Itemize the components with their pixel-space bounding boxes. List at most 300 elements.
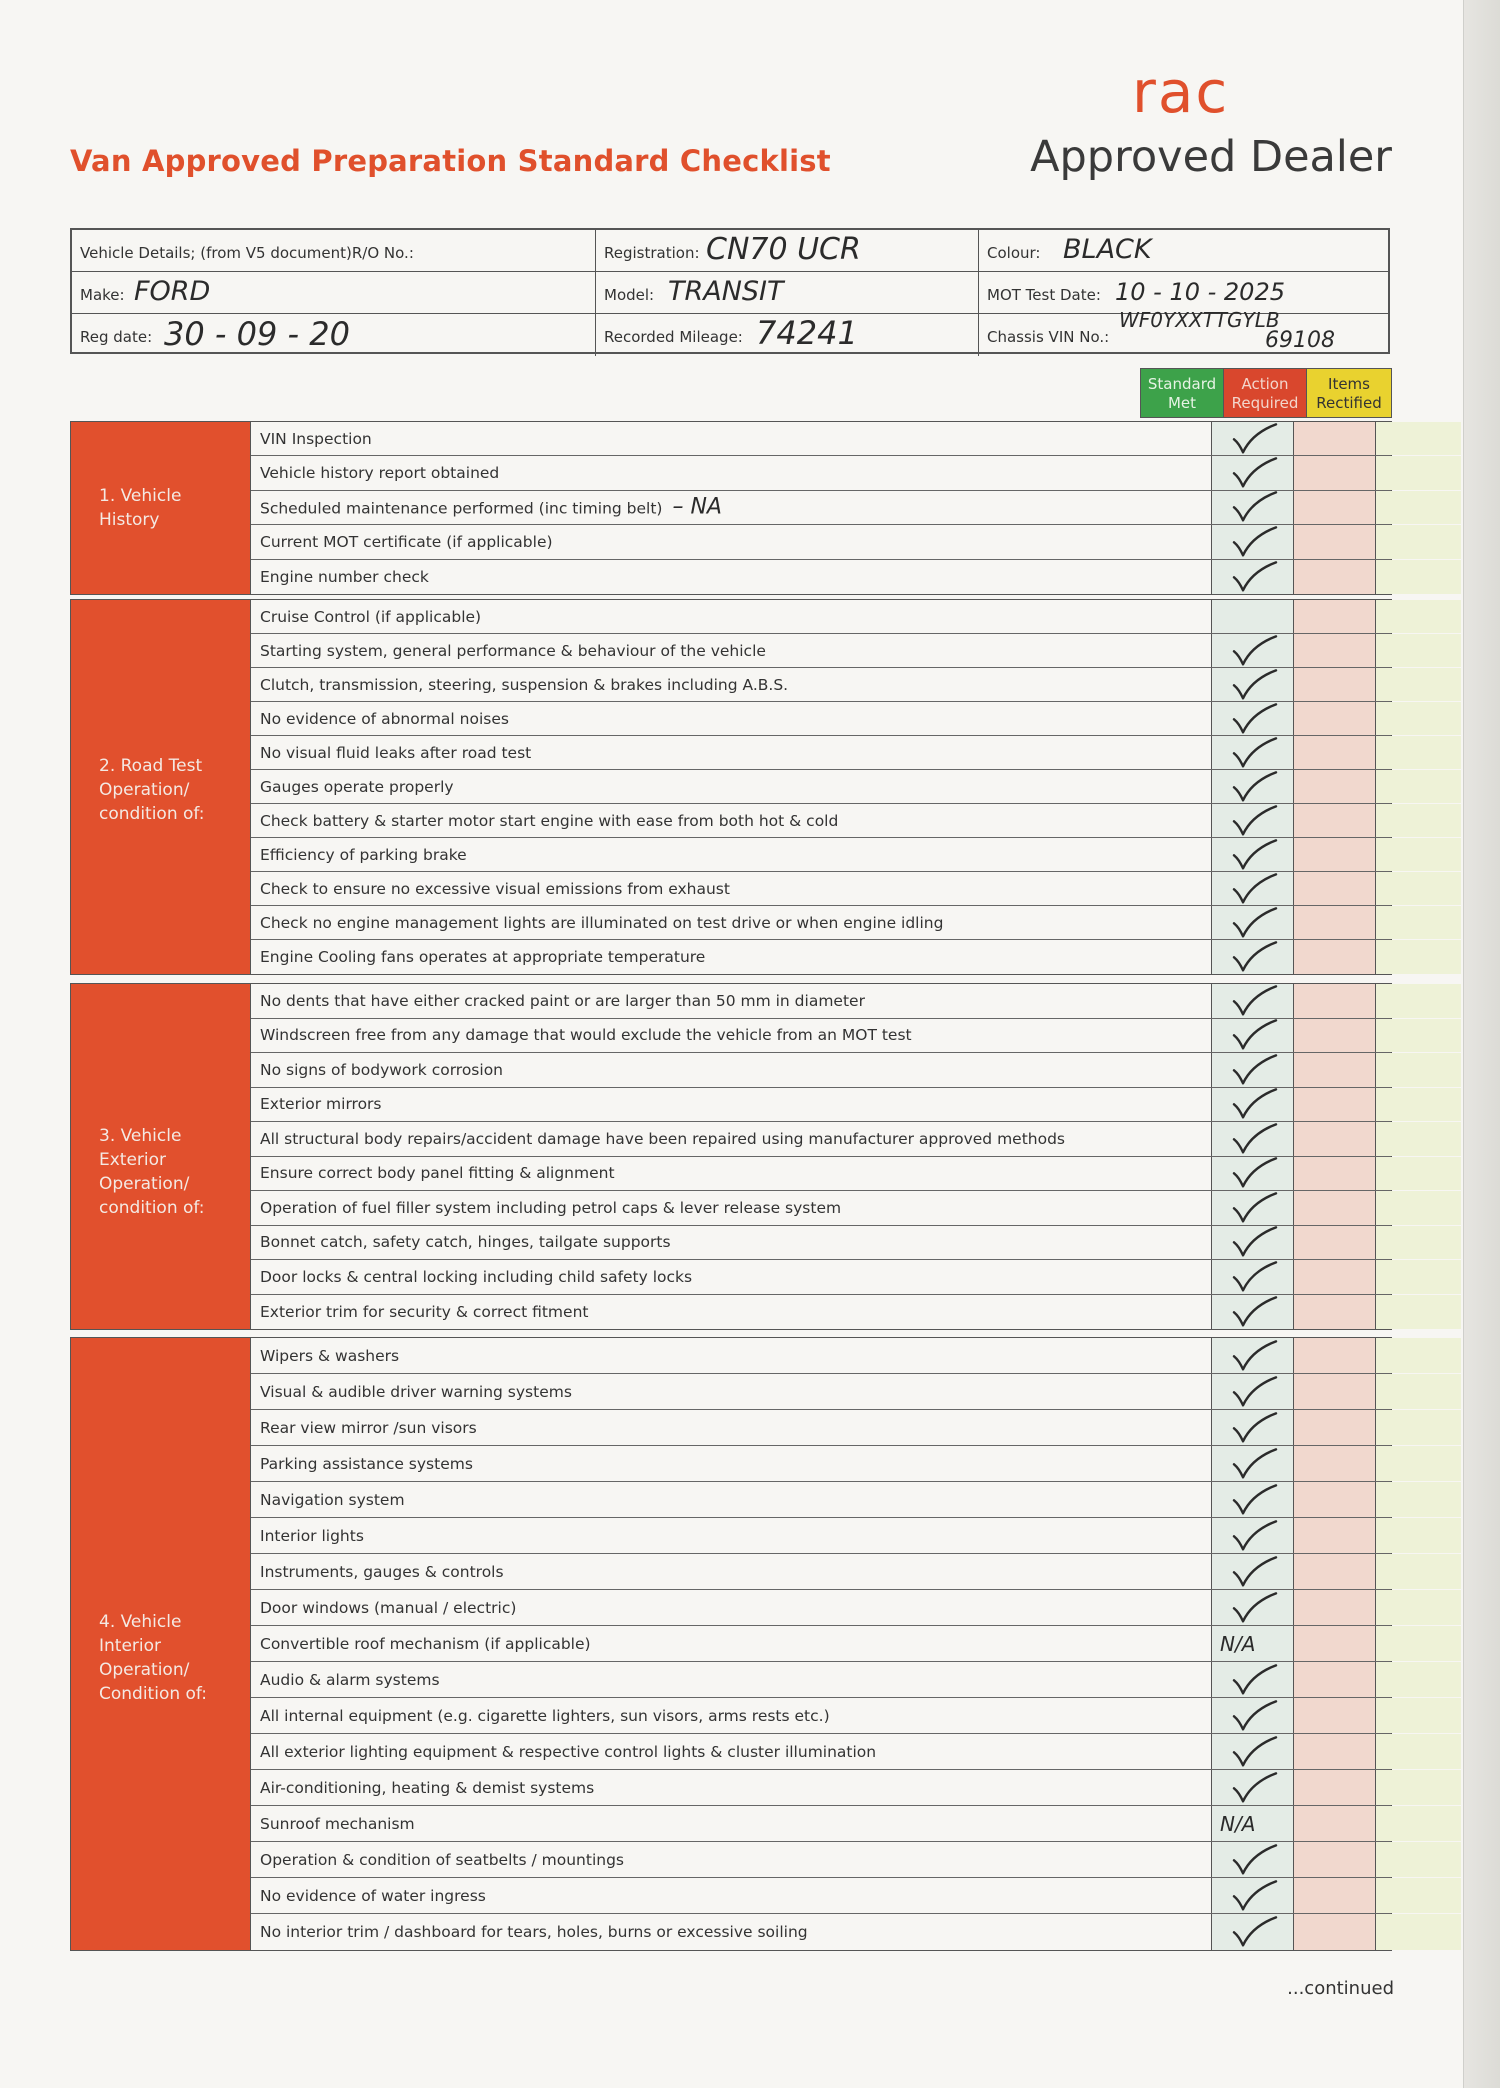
- checklist-item-text: Convertible roof mechanism (if applicable): [260, 1634, 591, 1653]
- page-edge: [1463, 0, 1500, 2088]
- checklist-row: [251, 1842, 1391, 1878]
- action-required-cell[interactable]: [1293, 1226, 1375, 1260]
- section-label-line: Operation/: [99, 1174, 190, 1194]
- checklist-item-label: [260, 1743, 876, 1761]
- action-required-cell[interactable]: [1293, 1157, 1375, 1191]
- action-required-cell[interactable]: [1293, 770, 1375, 803]
- checklist-item-text: Instruments, gauges & controls: [260, 1562, 504, 1581]
- action-required-cell[interactable]: [1293, 1518, 1375, 1553]
- checklist-row: [251, 838, 1391, 872]
- items-rectified-cell[interactable]: [1375, 1338, 1461, 1373]
- items-rectified-cell[interactable]: [1375, 1295, 1461, 1330]
- check-mark-icon: [1230, 1018, 1278, 1052]
- checklist-item-text: Door windows (manual / electric): [260, 1598, 517, 1617]
- check-mark-icon: [1230, 559, 1278, 593]
- checklist-row: [251, 702, 1391, 736]
- standard-met-cell[interactable]: [1211, 560, 1293, 594]
- items-rectified-cell[interactable]: [1375, 906, 1461, 939]
- checklist-item-label: [260, 880, 730, 898]
- reg-date-value: 30 - 09 - 20: [164, 315, 350, 353]
- checklist-row: [251, 1260, 1391, 1295]
- mileage-value: 74241: [756, 314, 858, 352]
- checklist-item-label: [260, 1164, 615, 1182]
- standard-met-cell[interactable]: [1211, 525, 1293, 558]
- column-header-rectified-line2: Rectified: [1316, 394, 1382, 412]
- check-mark-icon: [1230, 939, 1278, 973]
- column-header-items-rectified: [1306, 368, 1392, 418]
- standard-met-cell[interactable]: [1211, 1914, 1293, 1950]
- checklist-row: [251, 940, 1391, 974]
- checklist-item-text: Air-conditioning, heating & demist systems: [260, 1778, 595, 1797]
- items-rectified-cell[interactable]: [1375, 1734, 1461, 1769]
- items-rectified-cell[interactable]: [1375, 1590, 1461, 1625]
- items-rectified-cell[interactable]: [1375, 872, 1461, 905]
- standard-met-cell[interactable]: [1211, 491, 1293, 524]
- items-rectified-cell[interactable]: [1375, 634, 1461, 667]
- standard-met-cell[interactable]: [1211, 1734, 1293, 1769]
- action-required-cell[interactable]: [1293, 1374, 1375, 1409]
- checklist-row: [251, 1338, 1391, 1374]
- check-mark-icon: [1230, 1259, 1278, 1293]
- checklist-item-text: No evidence of abnormal noises: [260, 709, 509, 728]
- approved-dealer-heading: Approved Dealer: [1030, 132, 1392, 182]
- standard-met-cell[interactable]: [1211, 1662, 1293, 1697]
- checklist-item-label: [260, 430, 372, 448]
- checklist-item-text: Check to ensure no excessive visual emissions from exhaust: [260, 879, 730, 898]
- checklist-row: [251, 634, 1391, 668]
- check-mark-icon: [1230, 1590, 1278, 1624]
- action-required-cell[interactable]: [1293, 1878, 1375, 1913]
- checklist-item-label: [260, 1707, 830, 1725]
- check-mark-icon: [1230, 1052, 1278, 1086]
- checklist-item-label: [260, 1061, 503, 1079]
- standard-met-cell[interactable]: [1211, 1698, 1293, 1733]
- standard-met-cell[interactable]: [1211, 1554, 1293, 1589]
- standard-met-cell[interactable]: [1211, 1806, 1293, 1841]
- section-label: [71, 984, 251, 1329]
- checklist-item-text: No evidence of water ingress: [260, 1886, 486, 1905]
- checklist-row: [251, 1590, 1391, 1626]
- checklist-item-label: [260, 1635, 591, 1653]
- items-rectified-cell[interactable]: [1375, 1914, 1461, 1950]
- check-mark-icon: [1230, 1190, 1278, 1224]
- action-required-cell[interactable]: [1293, 702, 1375, 735]
- standard-met-cell[interactable]: [1211, 940, 1293, 974]
- items-rectified-cell[interactable]: [1375, 525, 1461, 558]
- checklist-item-label: [260, 464, 499, 482]
- column-header-action-line1: Action: [1241, 375, 1289, 393]
- action-required-cell[interactable]: [1293, 634, 1375, 667]
- checklist-item-label: [260, 1095, 382, 1113]
- check-mark-icon: [1230, 1410, 1278, 1444]
- handwritten-note: – NA: [672, 494, 722, 520]
- items-rectified-cell[interactable]: [1375, 984, 1461, 1018]
- check-mark-icon: [1230, 1554, 1278, 1588]
- vin-cell: [979, 308, 1390, 356]
- checklist-item-text: Visual & audible driver warning systems: [260, 1382, 572, 1401]
- checklist-item-label: [260, 1268, 692, 1286]
- vin-label: Chassis VIN No.:: [987, 328, 1110, 346]
- checklist-row: [251, 1295, 1391, 1330]
- standard-met-cell[interactable]: [1211, 1878, 1293, 1913]
- checklist-item-text: Check no engine management lights are illuminated on test drive or when engine idling: [260, 913, 944, 932]
- checklist-item-label: [260, 676, 788, 694]
- section-label: [71, 600, 251, 974]
- checklist-row: [251, 560, 1391, 594]
- checklist-item-text: Engine number check: [260, 567, 429, 586]
- checklist-item-text: Ensure correct body panel fitting & alignment: [260, 1164, 615, 1183]
- action-required-cell[interactable]: [1293, 838, 1375, 871]
- standard-met-cell[interactable]: [1211, 1191, 1293, 1225]
- make-label: Make:: [80, 286, 125, 304]
- check-mark-icon: [1230, 1087, 1278, 1121]
- action-required-cell[interactable]: [1293, 1770, 1375, 1805]
- checklist-row: [251, 984, 1391, 1019]
- section-label-line: History: [99, 510, 160, 530]
- column-header-action-line2: Required: [1231, 394, 1299, 412]
- vehicle-details-box: [70, 228, 1390, 354]
- checklist-row: [251, 491, 1391, 525]
- standard-met-cell[interactable]: [1211, 1053, 1293, 1087]
- standard-met-cell[interactable]: [1211, 1226, 1293, 1260]
- standard-met-cell[interactable]: [1211, 1260, 1293, 1294]
- checklist-row: [251, 1662, 1391, 1698]
- checklist-item-label: [260, 710, 509, 728]
- items-rectified-cell[interactable]: [1375, 1260, 1461, 1294]
- registration-label: Registration:: [604, 244, 700, 262]
- checklist-item-label: [260, 1419, 477, 1437]
- items-rectified-cell[interactable]: [1375, 1446, 1461, 1481]
- section-label-line: condition of:: [99, 804, 205, 824]
- continued-note: ...continued: [1287, 1978, 1394, 1999]
- standard-met-cell[interactable]: [1211, 804, 1293, 837]
- standard-met-cell[interactable]: [1211, 1088, 1293, 1122]
- checklist-item-label: [260, 1233, 671, 1251]
- checklist-item-label: [260, 1130, 1065, 1148]
- check-mark-icon: [1230, 1446, 1278, 1480]
- checklist-row: [251, 1053, 1391, 1088]
- standard-met-cell[interactable]: [1211, 1122, 1293, 1156]
- section-label-line: Condition of:: [99, 1684, 208, 1704]
- checklist-row: [251, 1191, 1391, 1226]
- check-mark-icon: [1230, 1294, 1278, 1328]
- action-required-cell[interactable]: [1293, 600, 1375, 633]
- checklist-row: [251, 668, 1391, 702]
- registration-value: CN70 UCR: [706, 232, 861, 267]
- checklist-item-label: [260, 1779, 594, 1797]
- items-rectified-cell[interactable]: [1375, 456, 1461, 489]
- items-rectified-cell[interactable]: [1375, 1226, 1461, 1260]
- items-rectified-cell[interactable]: [1375, 940, 1461, 974]
- standard-met-cell[interactable]: [1211, 906, 1293, 939]
- standard-met-cell[interactable]: [1211, 456, 1293, 489]
- checklist-row: [251, 1878, 1391, 1914]
- check-mark-icon: [1230, 1374, 1278, 1408]
- action-required-cell[interactable]: [1293, 1626, 1375, 1661]
- checklist-row: [251, 456, 1391, 490]
- section-label-line: 4. Vehicle Interior: [99, 1612, 182, 1656]
- standard-met-cell[interactable]: [1211, 634, 1293, 667]
- action-required-cell[interactable]: [1293, 1662, 1375, 1697]
- checklist-item-label: [260, 992, 865, 1010]
- action-required-cell[interactable]: [1293, 1446, 1375, 1481]
- action-required-cell[interactable]: [1293, 1191, 1375, 1225]
- vehicle-details-cell: [72, 230, 596, 272]
- items-rectified-cell[interactable]: [1375, 1806, 1461, 1841]
- checklist-item-text: Cruise Control (if applicable): [260, 607, 482, 626]
- items-rectified-cell[interactable]: [1375, 702, 1461, 735]
- items-rectified-cell[interactable]: [1375, 422, 1461, 455]
- check-mark-icon: [1230, 735, 1278, 769]
- checklist-row: [251, 1088, 1391, 1123]
- standard-met-cell[interactable]: [1211, 1338, 1293, 1373]
- action-required-cell[interactable]: [1293, 872, 1375, 905]
- checklist-item-label: [260, 608, 481, 626]
- items-rectified-cell[interactable]: [1375, 1554, 1461, 1589]
- standard-met-cell[interactable]: [1211, 736, 1293, 769]
- checklist-row: [251, 1806, 1391, 1842]
- standard-met-cell[interactable]: [1211, 1482, 1293, 1517]
- column-header-standard-line1: Standard: [1147, 375, 1217, 393]
- standard-met-cell[interactable]: [1211, 872, 1293, 905]
- checklist-item-text: Navigation system: [260, 1490, 405, 1509]
- column-header-standard-line2: Met: [1167, 394, 1197, 412]
- action-required-cell[interactable]: [1293, 736, 1375, 769]
- checklist-item-label: [260, 1599, 516, 1617]
- checklist-item-text: Exterior trim for security & correct fitment: [260, 1302, 589, 1321]
- checklist-item-text: Operation of fuel filler system including petrol caps & lever release system: [260, 1198, 842, 1217]
- na-mark: N/A: [1220, 1811, 1256, 1836]
- check-mark-icon: [1230, 871, 1278, 905]
- action-required-cell[interactable]: [1293, 804, 1375, 837]
- items-rectified-cell[interactable]: [1375, 1482, 1461, 1517]
- checklist-item-text: Windscreen free from any damage that would exclude the vehicle from an MOT test: [260, 1026, 912, 1045]
- checklist-item-label: [260, 812, 838, 830]
- checklist-item-text: Parking assistance systems: [260, 1454, 473, 1473]
- checklist-item-text: Engine Cooling fans operates at appropriate temperature: [260, 948, 706, 966]
- standard-met-cell[interactable]: [1211, 1019, 1293, 1053]
- action-required-cell[interactable]: [1293, 1554, 1375, 1589]
- checklist-item-label: [260, 642, 766, 660]
- check-mark-icon: [1230, 1842, 1278, 1876]
- checklist-row: [251, 770, 1391, 804]
- action-required-cell[interactable]: [1293, 1590, 1375, 1625]
- action-required-cell[interactable]: [1293, 456, 1375, 489]
- standard-met-cell[interactable]: [1211, 702, 1293, 735]
- check-mark-icon: [1230, 1698, 1278, 1732]
- action-required-cell[interactable]: [1293, 940, 1375, 974]
- standard-met-cell[interactable]: [1211, 1374, 1293, 1409]
- section-label-line: Operation/: [99, 1660, 190, 1680]
- standard-met-cell[interactable]: [1211, 422, 1293, 455]
- action-required-cell[interactable]: [1293, 560, 1375, 594]
- checklist-row: [251, 1554, 1391, 1590]
- checklist-item-text: No visual fluid leaks after road test: [260, 743, 532, 762]
- action-required-cell[interactable]: [1293, 525, 1375, 558]
- column-header-rectified-line1: Items: [1328, 375, 1370, 393]
- items-rectified-cell[interactable]: [1375, 838, 1461, 871]
- action-required-cell[interactable]: [1293, 906, 1375, 939]
- checklist-row: [251, 1518, 1391, 1554]
- action-required-cell[interactable]: [1293, 668, 1375, 701]
- standard-met-cell[interactable]: [1211, 1626, 1293, 1661]
- rac-logo: [1132, 62, 1286, 122]
- section-4: [70, 1337, 1392, 1951]
- action-required-cell[interactable]: [1293, 422, 1375, 455]
- checklist-item-label: [260, 1527, 364, 1545]
- checklist-item-text: Clutch, transmission, steering, suspension & brakes including A.B.S.: [260, 675, 789, 694]
- check-mark-icon: [1230, 1338, 1278, 1372]
- checklist-row: [251, 1410, 1391, 1446]
- items-rectified-cell[interactable]: [1375, 1191, 1461, 1225]
- standard-met-cell[interactable]: [1211, 668, 1293, 701]
- action-required-cell[interactable]: [1293, 1410, 1375, 1445]
- items-rectified-cell[interactable]: [1375, 1770, 1461, 1805]
- action-required-cell[interactable]: [1293, 1338, 1375, 1373]
- items-rectified-cell[interactable]: [1375, 804, 1461, 837]
- action-required-cell[interactable]: [1293, 984, 1375, 1018]
- items-rectified-cell[interactable]: [1375, 1878, 1461, 1913]
- items-rectified-cell[interactable]: [1375, 1157, 1461, 1191]
- reg-date-cell: [72, 314, 596, 356]
- items-rectified-cell[interactable]: [1375, 1410, 1461, 1445]
- items-rectified-cell[interactable]: [1375, 1842, 1461, 1877]
- items-rectified-cell[interactable]: [1375, 668, 1461, 701]
- checklist-row: [251, 804, 1391, 838]
- items-rectified-cell[interactable]: [1375, 600, 1461, 633]
- action-required-cell[interactable]: [1293, 1734, 1375, 1769]
- standard-met-cell[interactable]: [1211, 1410, 1293, 1445]
- checklist-item-text: Operation & condition of seatbelts / mountings: [260, 1850, 624, 1869]
- checklist-row: [251, 1626, 1391, 1662]
- section-label-line: 2. Road Test: [99, 756, 203, 776]
- items-rectified-cell[interactable]: [1375, 1053, 1461, 1087]
- check-mark-icon: [1230, 667, 1278, 701]
- items-rectified-cell[interactable]: [1375, 770, 1461, 803]
- items-rectified-cell[interactable]: [1375, 560, 1461, 594]
- items-rectified-cell[interactable]: [1375, 736, 1461, 769]
- section-1: [70, 421, 1392, 595]
- model-value: TRANSIT: [668, 276, 784, 307]
- checklist-row: [251, 1019, 1391, 1054]
- action-required-cell[interactable]: [1293, 1914, 1375, 1950]
- checklist-item-text: Interior lights: [260, 1526, 364, 1545]
- items-rectified-cell[interactable]: [1375, 1122, 1461, 1156]
- colour-value: BLACK: [1063, 234, 1152, 265]
- checklist-row: [251, 1734, 1391, 1770]
- checklist-row: [251, 1446, 1391, 1482]
- colour-label: Colour:: [987, 244, 1041, 262]
- checklist-item-label: [260, 533, 553, 551]
- checklist-item-text: All internal equipment (e.g. cigarette lighters, sun visors, arms rests etc.): [260, 1706, 830, 1725]
- checklist-row: [251, 600, 1391, 634]
- items-rectified-cell[interactable]: [1375, 1374, 1461, 1409]
- section-label-line: 1. Vehicle: [99, 486, 182, 506]
- checklist-item-text: Audio & alarm systems: [260, 1670, 440, 1689]
- standard-met-cell[interactable]: [1211, 1518, 1293, 1553]
- items-rectified-cell[interactable]: [1375, 1662, 1461, 1697]
- check-mark-icon: [1230, 490, 1278, 524]
- items-rectified-cell[interactable]: [1375, 1088, 1461, 1122]
- checklist-row: [251, 1914, 1391, 1950]
- standard-met-cell[interactable]: [1211, 1446, 1293, 1481]
- standard-met-cell[interactable]: [1211, 838, 1293, 871]
- checklist-row: [251, 1482, 1391, 1518]
- checklist-item-label: [260, 1383, 572, 1401]
- items-rectified-cell[interactable]: [1375, 1698, 1461, 1733]
- checklist-row: [251, 1122, 1391, 1157]
- section-label-line: 3. Vehicle Exterior: [99, 1126, 182, 1170]
- action-required-cell[interactable]: [1293, 1698, 1375, 1733]
- checklist-item-text: Starting system, general performance & behaviour of the vehicle: [260, 641, 766, 660]
- standard-met-cell[interactable]: [1211, 600, 1293, 633]
- action-required-cell[interactable]: [1293, 1806, 1375, 1841]
- check-mark-icon: [1230, 1770, 1278, 1804]
- checklist-item-text: All structural body repairs/accident damage have been repaired using manufacturer approved methods: [260, 1129, 1066, 1148]
- action-required-cell[interactable]: [1293, 1122, 1375, 1156]
- checklist-item-label: [260, 1563, 504, 1581]
- check-mark-icon: [1230, 983, 1278, 1017]
- standard-met-cell[interactable]: [1211, 1157, 1293, 1191]
- check-mark-icon: [1230, 1156, 1278, 1190]
- items-rectified-cell[interactable]: [1375, 1518, 1461, 1553]
- section-label-line: Operation/: [99, 780, 190, 800]
- action-required-cell[interactable]: [1293, 1019, 1375, 1053]
- action-required-cell[interactable]: [1293, 1482, 1375, 1517]
- checklist-item-label: [260, 1671, 440, 1689]
- standard-met-cell[interactable]: [1211, 770, 1293, 803]
- checklist-item-label: [260, 1199, 841, 1217]
- mot-value: 10 - 10 - 2025: [1115, 278, 1285, 306]
- checklist-item-text: No signs of bodywork corrosion: [260, 1060, 503, 1079]
- checklist-row: [251, 1374, 1391, 1410]
- check-mark-icon: [1230, 1662, 1278, 1696]
- action-required-cell[interactable]: [1293, 1088, 1375, 1122]
- action-required-cell[interactable]: [1293, 491, 1375, 524]
- section-label: [71, 1338, 251, 1950]
- items-rectified-cell[interactable]: [1375, 1626, 1461, 1661]
- section-3: [70, 983, 1392, 1330]
- action-required-cell[interactable]: [1293, 1260, 1375, 1294]
- standard-met-cell[interactable]: [1211, 984, 1293, 1018]
- checklist-item-text: Efficiency of parking brake: [260, 845, 467, 864]
- items-rectified-cell[interactable]: [1375, 491, 1461, 524]
- action-required-cell[interactable]: [1293, 1295, 1375, 1330]
- registration-cell: [596, 230, 979, 272]
- checklist-item-label: [260, 846, 467, 864]
- items-rectified-cell[interactable]: [1375, 1019, 1461, 1053]
- checklist-item-text: Bonnet catch, safety catch, hinges, tailgate supports: [260, 1233, 671, 1252]
- model-label: Model:: [604, 286, 655, 304]
- checklist-item-label: [260, 1923, 808, 1941]
- standard-met-cell[interactable]: [1211, 1590, 1293, 1625]
- standard-met-cell[interactable]: [1211, 1295, 1293, 1330]
- vin-value-line2: 69108: [1265, 328, 1335, 353]
- checklist-item-text: VIN Inspection: [260, 429, 372, 448]
- na-mark: N/A: [1220, 1631, 1256, 1656]
- checklist-row: [251, 422, 1391, 456]
- standard-met-cell[interactable]: [1211, 1842, 1293, 1877]
- check-mark-icon: [1230, 905, 1278, 939]
- checklist-item-text: No interior trim / dashboard for tears, holes, burns or excessive soiling: [260, 1923, 808, 1941]
- mileage-label: Recorded Mileage:: [604, 328, 743, 346]
- checklist-item-text: No dents that have either cracked paint or are larger than 50 mm in diameter: [260, 991, 865, 1010]
- action-required-cell[interactable]: [1293, 1053, 1375, 1087]
- action-required-cell[interactable]: [1293, 1842, 1375, 1877]
- check-mark-icon: [1230, 803, 1278, 837]
- checklist-item-label: [260, 568, 429, 586]
- standard-met-cell[interactable]: [1211, 1770, 1293, 1805]
